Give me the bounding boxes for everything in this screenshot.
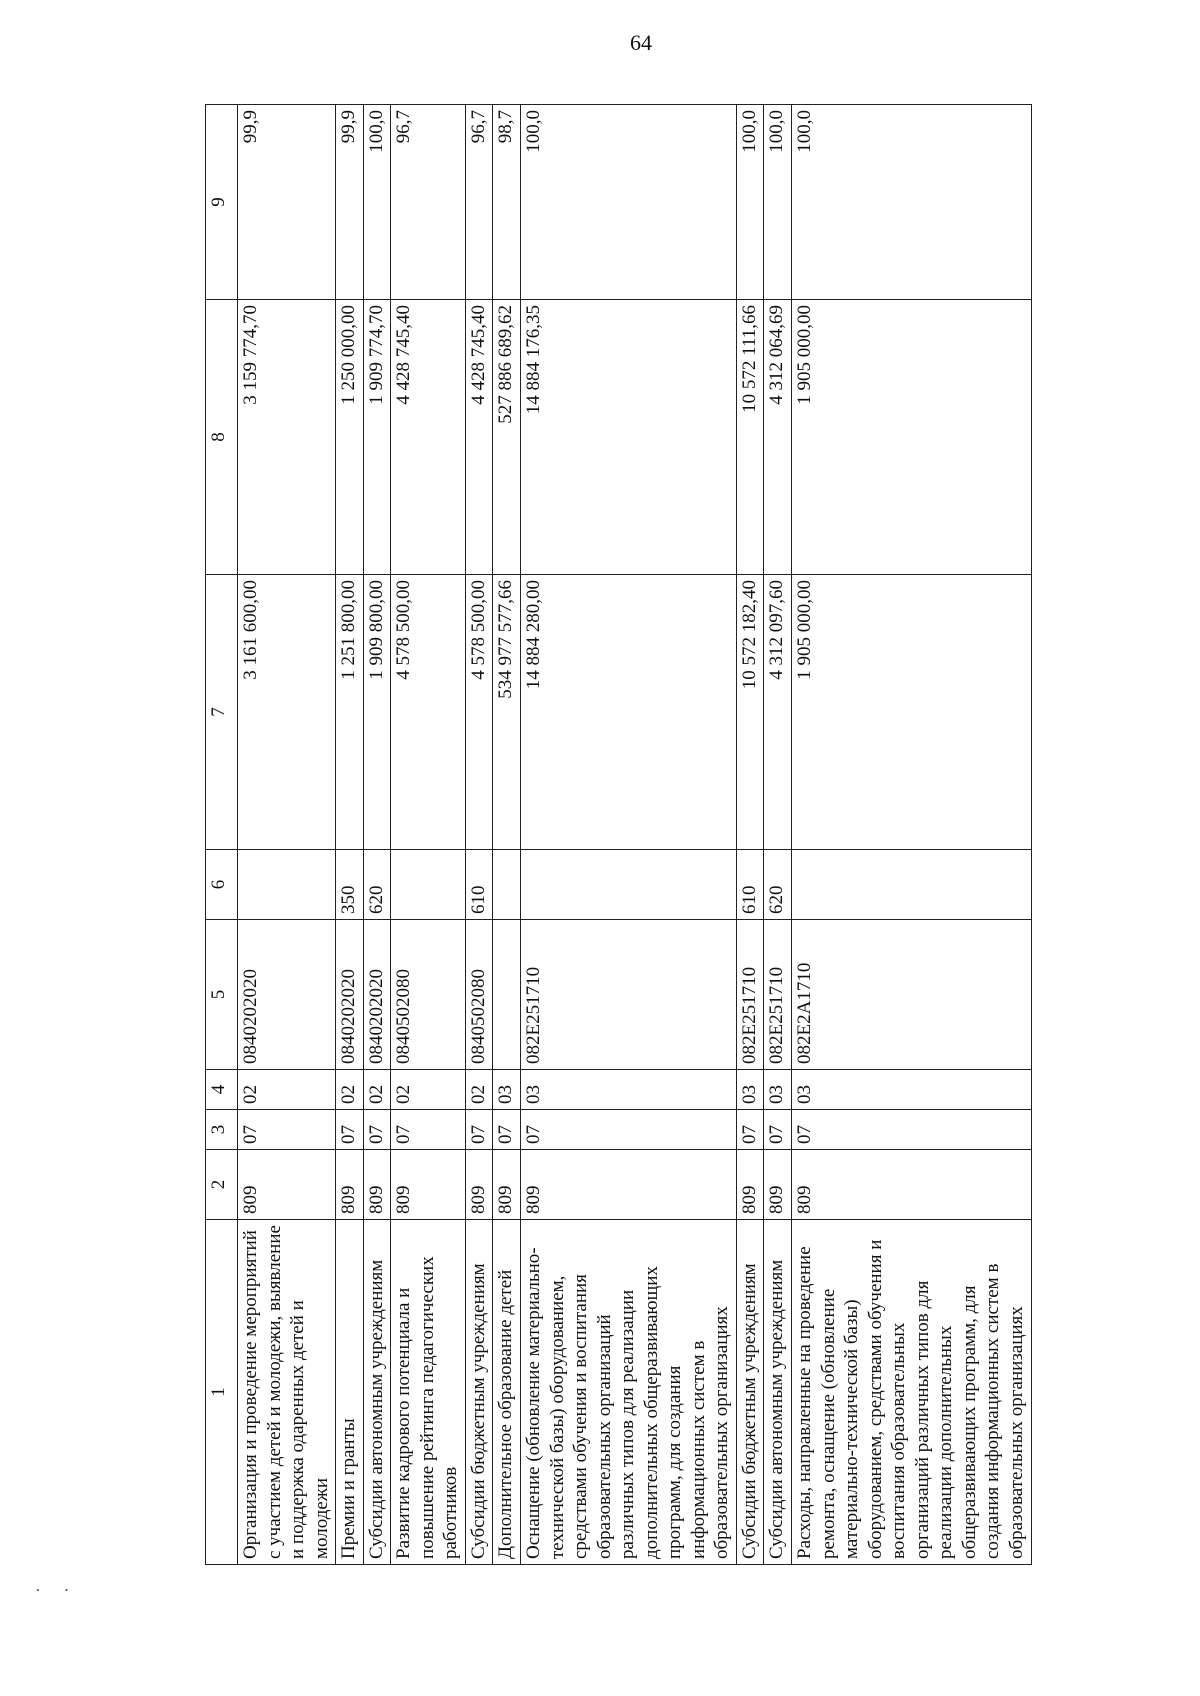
execution-percent: 99,9 — [238, 105, 336, 300]
subsection-code: 02 — [363, 1070, 391, 1110]
header-cell: 9 — [206, 105, 238, 300]
planned-amount: 14 884 280,00 — [521, 575, 737, 850]
planned-amount: 534 977 577,66 — [493, 575, 521, 850]
table-row — [336, 105, 364, 1565]
execution-percent: 98,7 — [493, 105, 521, 300]
execution-percent: 96,7 — [391, 105, 466, 300]
ministry-code: 809 — [493, 1150, 521, 1220]
header-row — [206, 105, 238, 1565]
expense-type-code — [493, 850, 521, 920]
executed-amount: 4 312 064,69 — [764, 300, 792, 575]
executed-amount: 1 905 000,00 — [792, 300, 1031, 575]
ministry-code: 809 — [336, 1150, 364, 1220]
table-row — [736, 105, 764, 1565]
executed-amount: 1 250 000,00 — [336, 300, 364, 575]
subsection-code: 03 — [792, 1070, 1031, 1110]
ministry-code: 809 — [363, 1150, 391, 1220]
subsection-code: 03 — [736, 1070, 764, 1110]
execution-percent: 100,0 — [363, 105, 391, 300]
executed-amount: 4 428 745,40 — [391, 300, 466, 575]
row-name: Премии и гранты — [336, 1220, 364, 1565]
executed-amount: 4 428 745,40 — [465, 300, 493, 575]
header-cell: 4 — [206, 1070, 238, 1110]
header-cell: 1 — [206, 1220, 238, 1565]
section-code: 07 — [336, 1110, 364, 1150]
section-code: 07 — [238, 1110, 336, 1150]
planned-amount: 1 251 800,00 — [336, 575, 364, 850]
header-cell: 8 — [206, 300, 238, 575]
table-row — [363, 105, 391, 1565]
row-name: Оснащение (обновление материально-технической базы) оборудованием, средствами обучения и воспитания образовательных организаций различных типов для реализации дополнительных общеразвивающих программ, для создания информационных систем в образовательных организациях — [521, 1220, 737, 1565]
planned-amount: 1 909 800,00 — [363, 575, 391, 850]
executed-amount: 527 886 689,62 — [493, 300, 521, 575]
subsection-code: 03 — [764, 1070, 792, 1110]
section-code: 07 — [521, 1110, 737, 1150]
header-cell: 3 — [206, 1110, 238, 1150]
ministry-code: 809 — [465, 1150, 493, 1220]
row-name: Субсидии бюджетным учреждениям — [736, 1220, 764, 1565]
row-name: Субсидии автономным учреждениям — [764, 1220, 792, 1565]
executed-amount: 1 909 774,70 — [363, 300, 391, 575]
budget-table — [205, 104, 1032, 1565]
target-article-code: 0840202020 — [363, 920, 391, 1070]
table-row — [521, 105, 737, 1565]
header-cell: 5 — [206, 920, 238, 1070]
section-code: 07 — [391, 1110, 466, 1150]
section-code: 07 — [764, 1110, 792, 1150]
row-name: Организация и проведение мероприятий с участием детей и молодежи, выявление и поддержка одаренных детей и молодежи — [238, 1220, 336, 1565]
execution-percent: 100,0 — [792, 105, 1031, 300]
table-row — [465, 105, 493, 1565]
subsection-code: 02 — [465, 1070, 493, 1110]
target-article-code: 082E251710 — [736, 920, 764, 1070]
target-article-code — [493, 920, 521, 1070]
expense-type-code: 620 — [363, 850, 391, 920]
target-article-code: 0840502080 — [391, 920, 466, 1070]
planned-amount: 4 578 500,00 — [465, 575, 493, 850]
executed-amount: 14 884 176,35 — [521, 300, 737, 575]
expense-type-code — [391, 850, 466, 920]
target-article-code: 082E2A1710 — [792, 920, 1031, 1070]
table-row — [391, 105, 466, 1565]
planned-amount: 3 161 600,00 — [238, 575, 336, 850]
header-cell: 6 — [206, 850, 238, 920]
executed-amount: 3 159 774,70 — [238, 300, 336, 575]
planned-amount: 4 578 500,00 — [391, 575, 466, 850]
table-row — [238, 105, 336, 1565]
ministry-code: 809 — [792, 1150, 1031, 1220]
expense-type-code — [792, 850, 1031, 920]
execution-percent: 100,0 — [736, 105, 764, 300]
table-row — [792, 105, 1031, 1565]
row-name: Расходы, направленные на проведение ремонта, оснащение (обновление материально-технической базы) оборудованием, средствами обучения и воспитания образовательных организаций различных типов для реализации дополнительных общеразвивающих программ, для создания информационных систем в образовательных организациях — [792, 1220, 1031, 1565]
expense-type-code — [521, 850, 737, 920]
execution-percent: 100,0 — [521, 105, 737, 300]
row-name: Дополнительное образование детей — [493, 1220, 521, 1565]
subsection-code: 03 — [521, 1070, 737, 1110]
expense-type-code: 350 — [336, 850, 364, 920]
executed-amount: 10 572 111,66 — [736, 300, 764, 575]
planned-amount: 4 312 097,60 — [764, 575, 792, 850]
section-code: 07 — [465, 1110, 493, 1150]
scan-specks: · · — [35, 1580, 70, 1600]
row-name: Субсидии бюджетным учреждениям — [465, 1220, 493, 1565]
planned-amount: 10 572 182,40 — [736, 575, 764, 850]
header-cell: 7 — [206, 575, 238, 850]
ministry-code: 809 — [238, 1150, 336, 1220]
expense-type-code: 610 — [465, 850, 493, 920]
ministry-code: 809 — [764, 1150, 792, 1220]
subsection-code: 02 — [391, 1070, 466, 1110]
expense-type-code: 610 — [736, 850, 764, 920]
subsection-code: 03 — [493, 1070, 521, 1110]
subsection-code: 02 — [238, 1070, 336, 1110]
page-number: 64 — [630, 30, 652, 55]
expense-type-code: 620 — [764, 850, 792, 920]
target-article-code: 082E251710 — [764, 920, 792, 1070]
row-name: Развитие кадрового потенциала и повышение рейтинга педагогических работников — [391, 1220, 466, 1565]
expense-type-code — [238, 850, 336, 920]
execution-percent: 100,0 — [764, 105, 792, 300]
execution-percent: 96,7 — [465, 105, 493, 300]
ministry-code: 809 — [521, 1150, 737, 1220]
table-row — [493, 105, 521, 1565]
target-article-code: 082E251710 — [521, 920, 737, 1070]
execution-percent: 99,9 — [336, 105, 364, 300]
ministry-code: 809 — [391, 1150, 466, 1220]
section-code: 07 — [363, 1110, 391, 1150]
target-article-code: 0840502080 — [465, 920, 493, 1070]
section-code: 07 — [792, 1110, 1031, 1150]
target-article-code: 0840202020 — [336, 920, 364, 1070]
header-cell: 2 — [206, 1150, 238, 1220]
row-name: Субсидии автономным учреждениям — [363, 1220, 391, 1565]
section-code: 07 — [493, 1110, 521, 1150]
subsection-code: 02 — [336, 1070, 364, 1110]
rotated-table-container — [205, 105, 1050, 1565]
planned-amount: 1 905 000,00 — [792, 575, 1031, 850]
section-code: 07 — [736, 1110, 764, 1150]
ministry-code: 809 — [736, 1150, 764, 1220]
target-article-code: 0840202020 — [238, 920, 336, 1070]
table-row — [764, 105, 792, 1565]
